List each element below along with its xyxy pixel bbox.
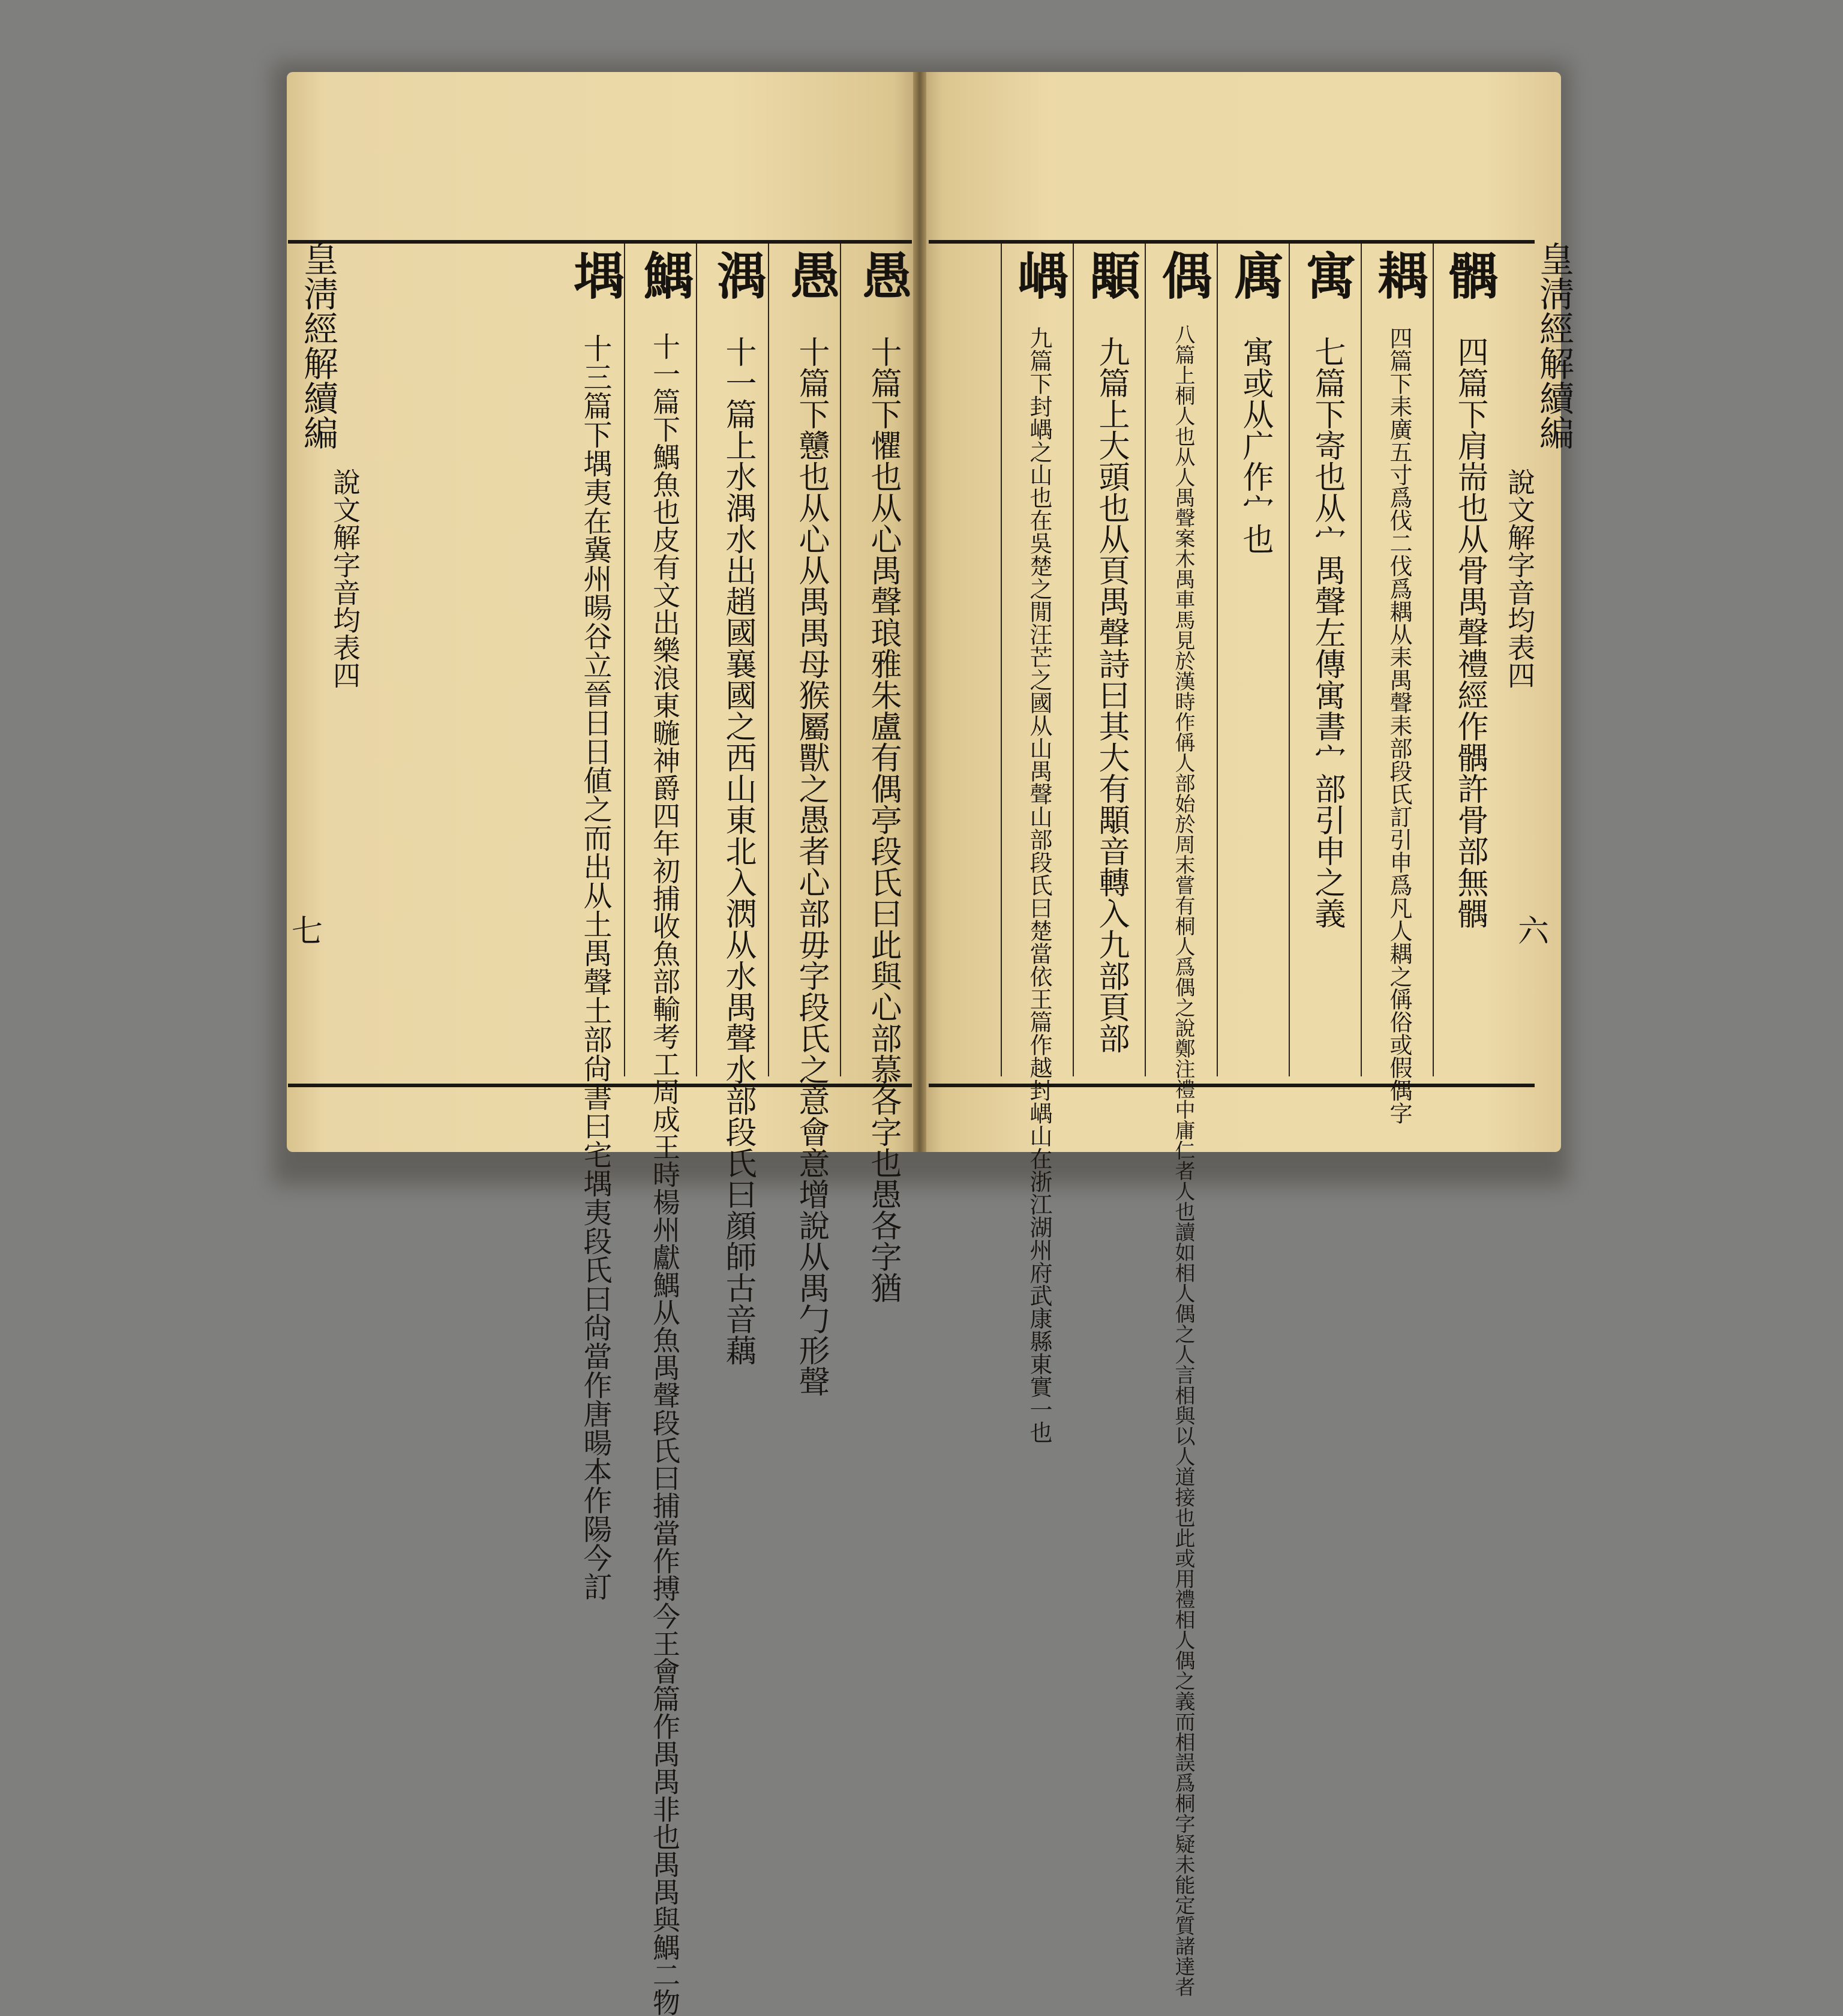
right-section-title: 說文解字音均表四 [1503,468,1536,689]
head-character: 鰅 [635,250,695,300]
right-folio: 六 [1518,914,1550,950]
head-character: 愚 [854,250,913,300]
head-character: 庽 [1226,250,1285,300]
column-text: 十一篇下鰅魚也皮有文出樂浪東暆神爵四年初捕收魚部輸考工周成王時楊州獻鰅从魚禺聲段氏曰捕當作搏今王會篇作禺禺非也禺禺與鰅二物 [649,332,681,2016]
text-column [709,250,768,1366]
column-text: 十篇下戇也从心从禺禺母猴屬獸之愚者心部毋字段氏之意會意增說从禺勹形聲 [793,336,829,1397]
head-character: 嵎 [1010,250,1069,300]
left-running-title: 皇淸經解續編 [298,241,338,450]
column-text: 四篇下耒廣五寸爲伐二伐爲耦从耒禺聲耒部段氏訂引申爲凡人耦之偁俗或假偶字 [1386,326,1412,1124]
column-text: 十三篇下堣夷在冀州暘谷立晉日日値之而出从土禺聲土部尙書曰宅堣夷段氏曰尙當作唐暘本作陽今訂 [578,334,612,1601]
text-column [854,250,913,1303]
text-column [1082,250,1141,1054]
head-character: 寓 [1298,250,1357,300]
head-character: 堣 [566,250,625,300]
column-text: 九篇下封嵎之山也在吳楚之閒汪芒之國从山禺聲山部段氏曰楚當依王篇作越封嵎山在浙江湖州府武康縣東實一也 [1026,326,1052,1444]
text-column [1370,250,1429,1124]
text-column [1440,250,1500,929]
column-text: 八篇上桐人也从人禺聲案木禺車馬見於漢時作偁人部始於周末嘗有桐人爲偶之說鄭注禮中庸仁者人也讀如相人偶之人言相與以人道接也此或用禮相人偶之義而相誤爲桐字疑未能定質諸達者 [1171,324,1195,1997]
right-running-title: 皇淸經解續編 [1533,241,1574,450]
text-column [782,250,841,1397]
column-text: 九篇上大頭也从頁禺聲詩曰其大有顒音轉入九部頁部 [1093,336,1129,1054]
column-text: 七篇下寄也从宀禺聲左傳寓書宀部引申之義 [1309,336,1345,929]
head-character: 耦 [1370,250,1429,300]
left-page-frame [288,240,913,2016]
left-folio: 七 [292,914,323,950]
text-column [1226,250,1285,554]
column-text: 寓或从广作宀也 [1237,336,1273,554]
text-column [1154,250,1213,1997]
head-character: 髃 [1440,250,1500,300]
left-section-title: 說文解字音均表四 [329,468,361,689]
head-character: 愚 [782,250,841,300]
head-character: 偶 [1154,250,1213,300]
book-gutter [913,72,926,1152]
head-character: 湡 [709,250,768,300]
text-column [1298,250,1357,929]
column-text: 十一篇上水湡水出趙國襄國之西山東北入㴸从水禺聲水部段氏曰顔師古音藕 [720,336,756,1366]
right-page-frame [929,240,1535,1997]
text-column [566,250,625,1601]
head-character: 顒 [1082,250,1141,300]
text-column [1010,250,1069,1444]
column-text: 十篇下懼也从心禺聲琅雅朱盧有偶亭段氏曰此與心部慕各字也愚各字猶 [865,336,901,1303]
text-column [635,250,695,2016]
column-text: 四篇下肩耑也从骨禺聲禮經作髃許骨部無髃 [1452,336,1488,929]
